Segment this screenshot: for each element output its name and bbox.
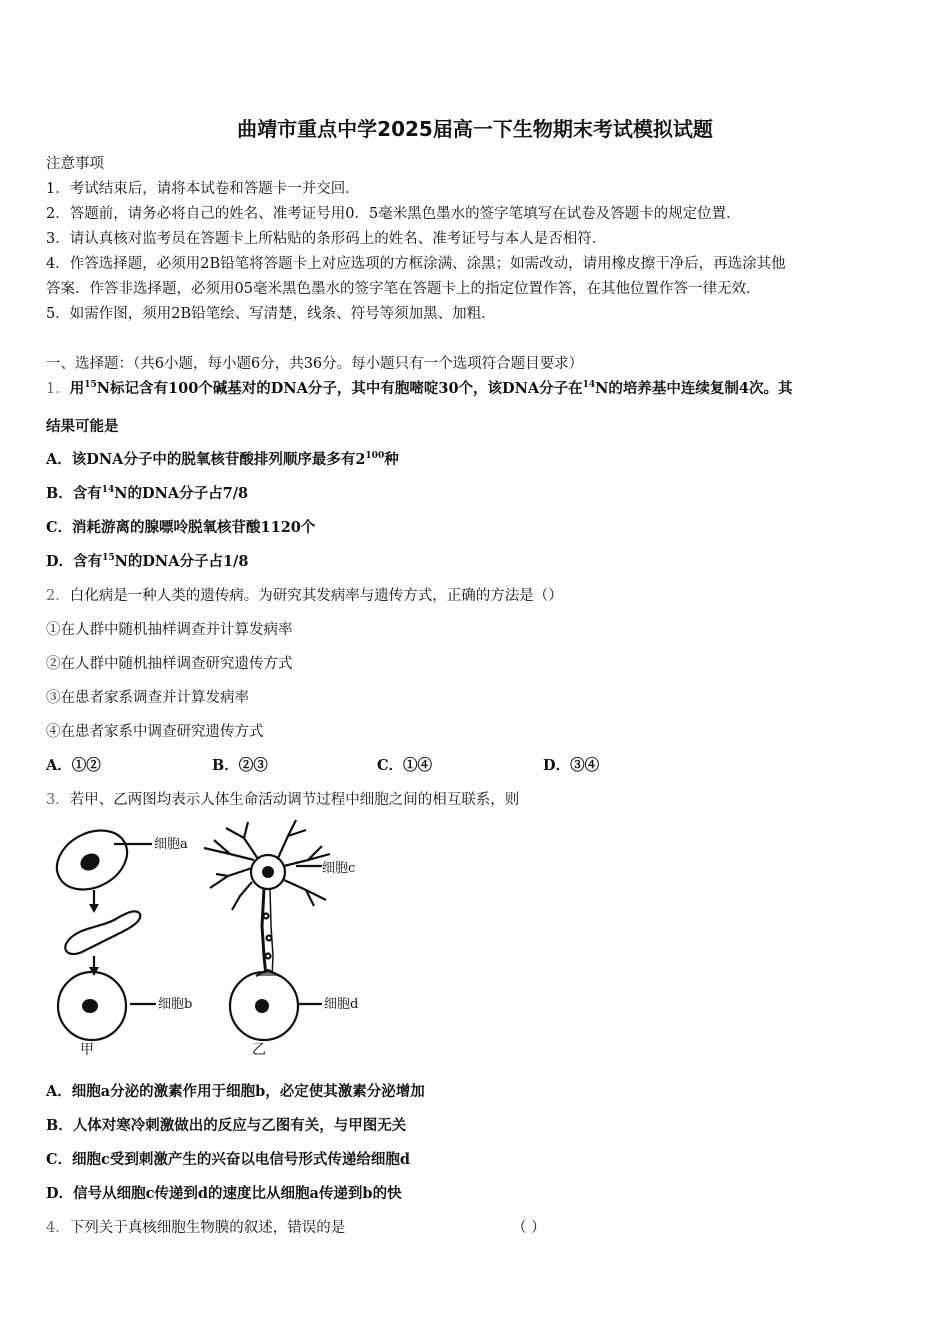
q3-option-c: C．细胞c受到刺激产生的兴奋以电信号形式传递给细胞d	[46, 1151, 411, 1168]
q2-option-d: D．③④	[543, 757, 600, 774]
q3-option-d: D．信号从细胞c传递到d的速度比从细胞a传递到b的快	[46, 1185, 402, 1202]
notice-item-2: 2．答题前，请务必将自己的姓名、准考证号用0．5毫米黑色墨水的签字笔填写在试卷及答题卡的规定位置．	[46, 206, 741, 222]
q2-item-3: ③在患者家系调查并计算发病率	[46, 690, 249, 706]
q2-stem: 2．白化病是一种人类的遗传病。为研究其发病率与遗传方式，正确的方法是（）	[46, 588, 563, 604]
cell-c-label: 细胞c	[322, 861, 356, 876]
cell-d-label: 细胞d	[324, 997, 359, 1012]
notice-item-3: 3．请认真核对监考员在答题卡上所粘贴的条形码上的姓名、准考证号与本人是否相符．	[46, 231, 607, 247]
q1-option-b: B．含有$^{14}$N的DNA分子占7/8	[46, 485, 249, 502]
q3-option-a: A．细胞a分泌的激素作用于细胞b，必定使其激素分泌增加	[46, 1083, 425, 1100]
q2-item-4: ④在患者家系中调查研究遗传方式	[46, 724, 264, 740]
q4-stem: 4．下列关于真核细胞生物膜的叙述，错误的是	[46, 1220, 346, 1236]
q2-option-a: A．①②	[46, 757, 101, 774]
q3-option-b: B．人体对寒冷刺激做出的反应与乙图有关，与甲图无关	[46, 1117, 407, 1134]
page-title: 曲靖市重点中学2025届高一下生物期末考试模拟试题	[237, 117, 713, 141]
q2-item-2: ②在人群中随机抽样调查研究遗传方式	[46, 656, 293, 672]
q4-answer-bracket: （ ）	[512, 1220, 546, 1236]
notice-item-5: 5．如需作图，须用2B铅笔绘、写清楚，线条、符号等须加黑、加粗．	[46, 306, 496, 322]
figure-yi-label: 乙	[252, 1042, 266, 1058]
q2-item-1: ①在人群中随机抽样调查并计算发病率	[46, 622, 293, 638]
q1-option-d: D．含有$^{15}$N的DNA分子占1/8	[46, 553, 249, 570]
q2-option-c: C．①④	[377, 757, 433, 774]
q3-stem: 3．若甲、乙两图均表示人体生命活动调节过程中细胞之间的相互联系，则	[46, 792, 520, 808]
notice-heading: 注意事项	[46, 156, 104, 172]
cell-a-label: 细胞a	[154, 837, 188, 852]
notice-item-4-cont: 答案．作答非选择题，必须用05毫米黑色墨水的签字笔在答题卡上的指定位置作答，在其他位置作答一律无效．	[46, 281, 761, 297]
figure-jia-label: 甲	[80, 1042, 94, 1058]
q1-stem: 1．用$^{15}$N标记含有100个碱基对的DNA分子，其中有胞嘧啶30个，该DNA分子在$^{14}$N的培养基中连续复制4次。其	[46, 380, 793, 397]
notice-item-1: 1．考试结束后，请将本试卷和答题卡一并交回．	[46, 181, 360, 197]
q1-stem-line2: 结果可能是	[46, 418, 119, 435]
q2-option-b: B．②③	[212, 757, 268, 774]
q1-option-a: A．该DNA分子中的脱氧核苷酸排列顺序最多有$2^{100}$种	[46, 451, 399, 468]
section-heading: 一、选择题：（共6小题，每小题6分，共36分。每小题只有一个选项符合题目要求）	[46, 356, 584, 372]
cell-communication-figure	[44, 816, 374, 1061]
notice-item-4: 4．作答选择题，必须用2B铅笔将答题卡上对应选项的方框涂满、涂黑；如需改动，请用橡皮擦干净后，再选涂其他	[46, 256, 786, 272]
cell-b-label: 细胞b	[158, 997, 193, 1012]
q1-option-c: C．消耗游离的腺嘌呤脱氧核苷酸1120个	[46, 519, 316, 536]
